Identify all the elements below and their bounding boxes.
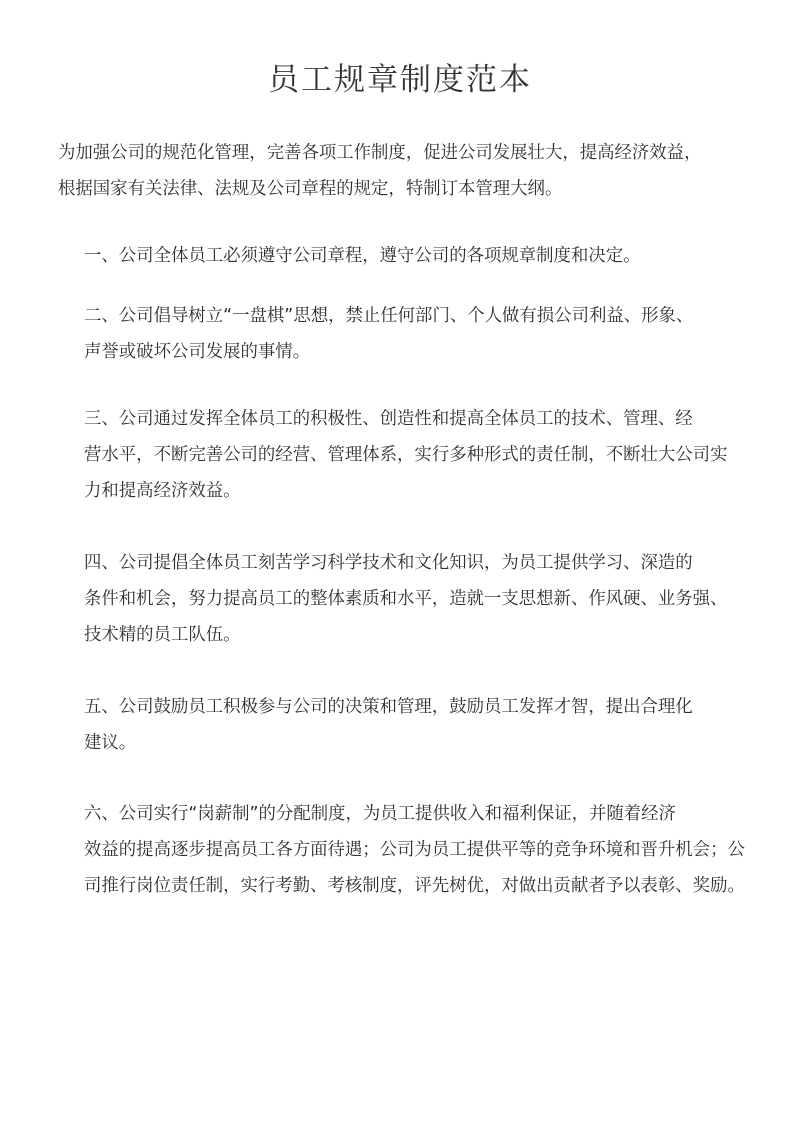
document-title: 员工规章制度范本 — [268, 62, 532, 98]
paragraph-line: 五、公司鼓励员工积极参与公司的决策和管理，鼓励员工发挥才智，提出合理化 — [84, 697, 693, 717]
paragraph-line: 力和提高经济效益。 — [84, 481, 241, 501]
paragraph-line: 六、公司实行“岗薪制”的分配制度，为员工提供收入和福利保证，并随着经济 — [84, 804, 676, 824]
paragraph-line: 为加强公司的规范化管理，完善各项工作制度，促进公司发展壮大，提高经济效益， — [58, 143, 702, 163]
paragraph-article-1 — [48, 238, 764, 274]
paragraph-line: 三、公司通过发挥全体员工的积极性、创造性和提高全体员工的技术、管理、经 — [84, 409, 693, 429]
paragraph-line: 技术精的员工队伍。 — [84, 625, 241, 645]
paragraph-article-5 — [48, 689, 764, 761]
paragraph-line: 一、公司全体员工必须遵守公司章程，遵守公司的各项规章制度和决定。 — [84, 246, 641, 266]
paragraph-line: 声誉或破坏公司发展的事情。 — [84, 342, 311, 362]
paragraph-line: 效益的提高逐步提高员工各方面待遇；公司为员工提供平等的竞争环境和晋升机会；公 — [84, 840, 745, 860]
paragraph-article-4 — [48, 545, 764, 653]
paragraph-line: 条件和机会，努力提高员工的整体素质和水平，造就一支思想新、作风硬、业务强、 — [84, 589, 728, 609]
paragraph-intro — [48, 135, 764, 207]
paragraph-article-6 — [48, 796, 764, 904]
paragraph-line: 二、公司倡导树立“一盘棋”思想，禁止任何部门、个人做有损公司利益、形象、 — [84, 306, 694, 326]
paragraph-line: 司推行岗位责任制，实行考勤、考核制度，评先树优，对做出贡献者予以表彰、奖励。 — [84, 876, 745, 896]
paragraph-line: 根据国家有关法律、法规及公司章程的规定，特制订本管理大纲。 — [58, 179, 563, 199]
paragraph-line: 四、公司提倡全体员工刻苦学习科学技术和文化知识，为员工提供学习、深造的 — [84, 553, 693, 573]
paragraph-article-2 — [48, 298, 764, 370]
paragraph-article-3 — [48, 401, 764, 509]
paragraph-line: 营水平，不断完善公司的经营、管理体系，实行多种形式的责任制，不断壮大公司实 — [84, 445, 728, 465]
paragraph-line: 建议。 — [84, 733, 137, 753]
